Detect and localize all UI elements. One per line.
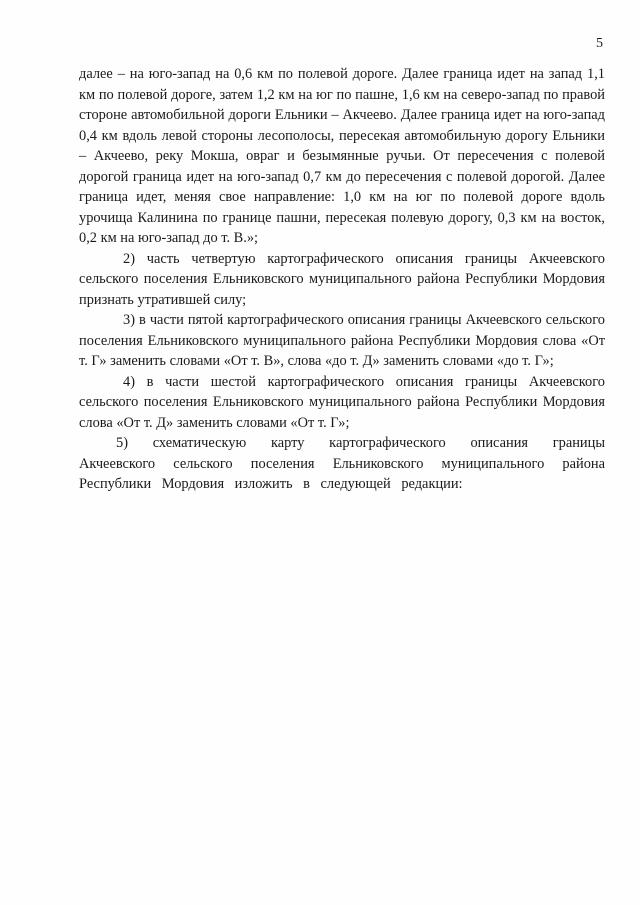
page-number: 5	[596, 36, 603, 51]
paragraph-item-3: 3) в части пятой картографического описания границы Акчеевского сельского поселения Ельниковского муниципального района Республики Мордовия слова «От т. Г» заменить словами «От т. В», слова «до т. Д» заменить словами «до т. Г»;	[79, 312, 605, 369]
document-body	[79, 64, 605, 495]
paragraph-item-4: 4) в части шестой картографического описания границы Акчеевского сельского поселения Ельниковского муниципального района Республики Мордовия слова «От т. Д» заменить словами «От т. Г»;	[79, 373, 605, 431]
paragraph-item-2: 2) часть четвертую картографического описания границы Акчеевского сельского поселения Ельниковского муниципального района Республики Мордовия признать утратившей силу;	[79, 250, 605, 308]
paragraph-item-5: 5) схематическую карту картографического описания границы Акчеевского сельского поселения Ельниковского муниципального района Республики Мордовия изложить в следующей редакции:	[79, 435, 605, 492]
paragraph-continuation: далее – на юго-запад на 0,6 км по полевой дороге. Далее граница идет на запад 1,1 км по полевой дороге, затем 1,2 км на юг по пашне, 1,6 км на северо-запад по правой стороне автомобильной дороги Ельники – Акчеево. Далее граница идет на юго-запад 0,4 км вдоль левой стороны лесополосы, пересекая автомобильную дорогу Ельники – Акчеево, реку Мокша, овраг и безымянные ручьи. От пересечения с полевой дорогой граница идет на юго-запад 0,7 км до пересечения с полевой дорогой. Далее граница идет, меняя свое направление: 1,0 км на юг по полевой дороге вдоль урочища Калинина по границе пашни, пересекая полевую дорогу, 0,3 км на восток, 0,2 км на юго-запад до т. В.»;	[79, 66, 605, 246]
